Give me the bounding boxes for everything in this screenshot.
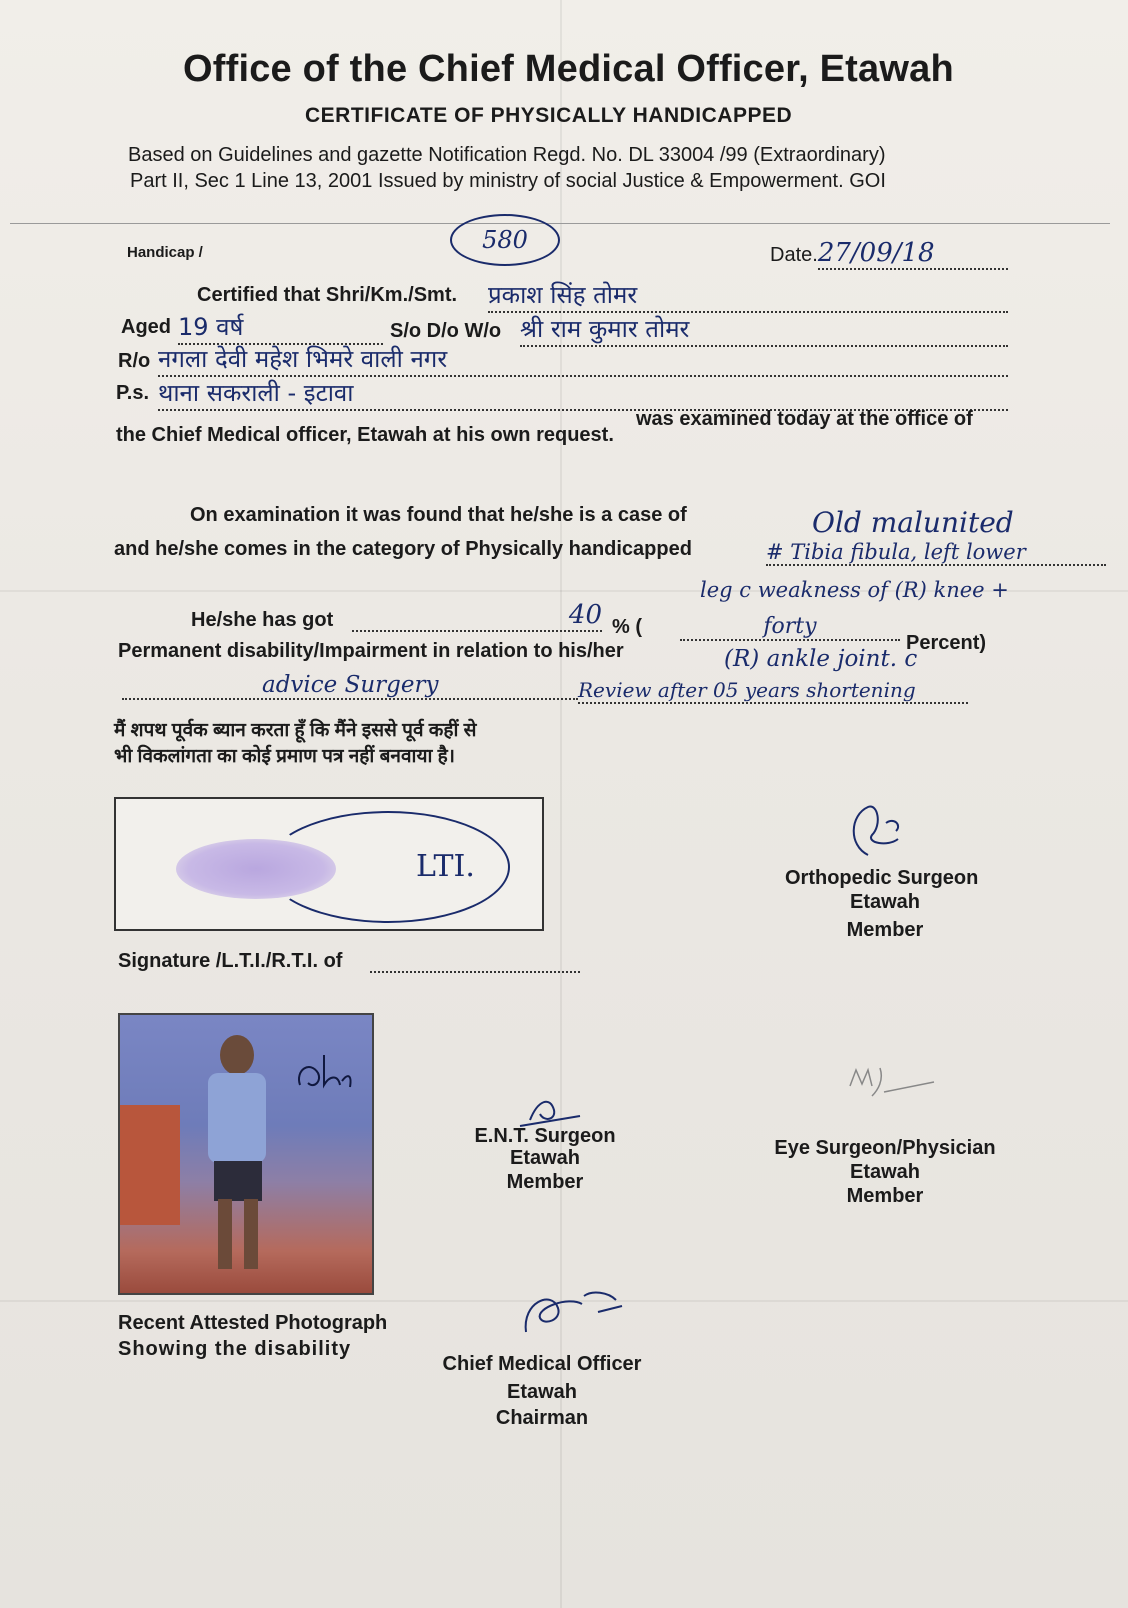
cmo-signature bbox=[512, 1282, 632, 1342]
cmo-title: Chief Medical Officer bbox=[442, 1353, 642, 1375]
ps-label: P.s. bbox=[116, 382, 149, 404]
case-handwritten: Old malunited bbox=[812, 506, 1014, 539]
name-handwritten: प्रकाश सिंह तोमर bbox=[488, 278, 1008, 313]
oath-line-2: भी विकलांगता का कोई प्रमाण पत्र नहीं बनवाया है। bbox=[114, 746, 455, 767]
photo-red-object bbox=[120, 1105, 180, 1225]
basis-line-1: Based on Guidelines and gazette Notification Regd. No. DL 33004 /99 (Extraordinary) bbox=[128, 144, 886, 166]
relation-label: S/o D/o W/o bbox=[390, 320, 502, 342]
found-text: On examination it was found that he/she is a case of bbox=[190, 504, 687, 526]
eye-signature bbox=[844, 1060, 944, 1110]
ro-handwritten: नगला देवी महेश भिमरे वाली नगर bbox=[158, 342, 1008, 377]
ortho-title: Orthopedic Surgeon bbox=[785, 867, 979, 889]
handicap-label: Handicap / bbox=[127, 244, 203, 261]
photo-person-leg bbox=[218, 1199, 232, 1269]
oath-line-1: मैं शपथ पूर्वक ब्यान करता हूँ कि मैंने इससे पूर्व कहीं से bbox=[114, 720, 477, 741]
ent-role: Member bbox=[506, 1171, 584, 1193]
header-divider bbox=[10, 223, 1110, 224]
basis-line-2: Part II, Sec 1 Line 13, 2001 Issued by ministry of social Justice & Empowerment. GOI bbox=[130, 170, 886, 192]
ortho-place: Etawah bbox=[849, 891, 921, 913]
advice-handwritten: advice Surgery bbox=[122, 672, 578, 700]
cmo-place: Etawah bbox=[506, 1381, 578, 1403]
extra-handwritten: leg c weakness of (R) knee + bbox=[700, 578, 1009, 602]
ortho-signature bbox=[838, 795, 918, 865]
got-label: He/she has got bbox=[191, 609, 334, 631]
eye-place: Etawah bbox=[849, 1161, 921, 1183]
permanent-text: Permanent disability/Impairment in relation to his/her bbox=[118, 640, 624, 662]
page-title: Office of the Chief Medical Officer, Etawah bbox=[183, 48, 954, 90]
examined-text: was examined today at the office of bbox=[636, 408, 973, 430]
attested-photograph bbox=[118, 1013, 374, 1295]
review-handwritten: Review after 05 years shortening bbox=[578, 678, 968, 704]
aged-label: Aged bbox=[121, 316, 171, 338]
photo-caption-line-1: Recent Attested Photograph bbox=[118, 1312, 388, 1334]
category-handwritten: # Tibia fibula, left lower bbox=[766, 540, 1106, 566]
eye-role: Member bbox=[846, 1185, 924, 1207]
percent-label: Percent) bbox=[906, 632, 987, 654]
certificate-subtitle: CERTIFICATE OF PHYSICALLY HANDICAPPED bbox=[305, 104, 793, 127]
ortho-role: Member bbox=[846, 919, 924, 941]
ps-handwritten: थाना सकराली - इटावा bbox=[158, 376, 1008, 411]
thumb-impression-box bbox=[114, 797, 544, 931]
ankle-handwritten: (R) ankle joint. c bbox=[724, 646, 918, 672]
cmo-role: Chairman bbox=[495, 1407, 589, 1429]
category-text: and he/she comes in the category of Physically handicapped bbox=[114, 538, 692, 560]
percent-words: forty bbox=[680, 614, 900, 641]
aged-handwritten: 19 वर्ष bbox=[178, 310, 383, 345]
ro-label: R/o bbox=[118, 350, 151, 372]
ent-place: Etawah bbox=[509, 1147, 581, 1169]
signature-label: Signature /L.T.I./R.T.I. of bbox=[118, 950, 343, 972]
lti-handwritten: LTI. bbox=[416, 849, 475, 884]
date-field bbox=[770, 238, 1008, 270]
date-label: Date. bbox=[770, 244, 818, 266]
office-text: the Chief Medical officer, Etawah at his own request. bbox=[116, 424, 614, 446]
certified-label: Certified that Shri/Km./Smt. bbox=[197, 284, 458, 306]
photo-person-shorts bbox=[214, 1161, 262, 1201]
photo-person-shirt bbox=[208, 1073, 266, 1163]
serial-number: 580 bbox=[482, 226, 528, 254]
eye-title: Eye Surgeon/Physician bbox=[774, 1137, 996, 1159]
percent-value: 40 bbox=[352, 600, 602, 632]
photo-attest-signature bbox=[290, 1045, 360, 1105]
percent-sign: % ( bbox=[612, 616, 642, 638]
photo-caption-line-2: Showing the disability bbox=[118, 1338, 352, 1360]
photo-person-leg bbox=[244, 1199, 258, 1269]
photo-person-head bbox=[220, 1035, 254, 1075]
serial-number-circle bbox=[450, 214, 560, 266]
ent-title: E.N.T. Surgeon bbox=[474, 1125, 616, 1147]
relation-handwritten: श्री राम कुमार तोमर bbox=[520, 312, 1008, 347]
signature-dotted-line bbox=[370, 953, 580, 973]
date-value: 27/09/18 bbox=[818, 238, 1008, 270]
